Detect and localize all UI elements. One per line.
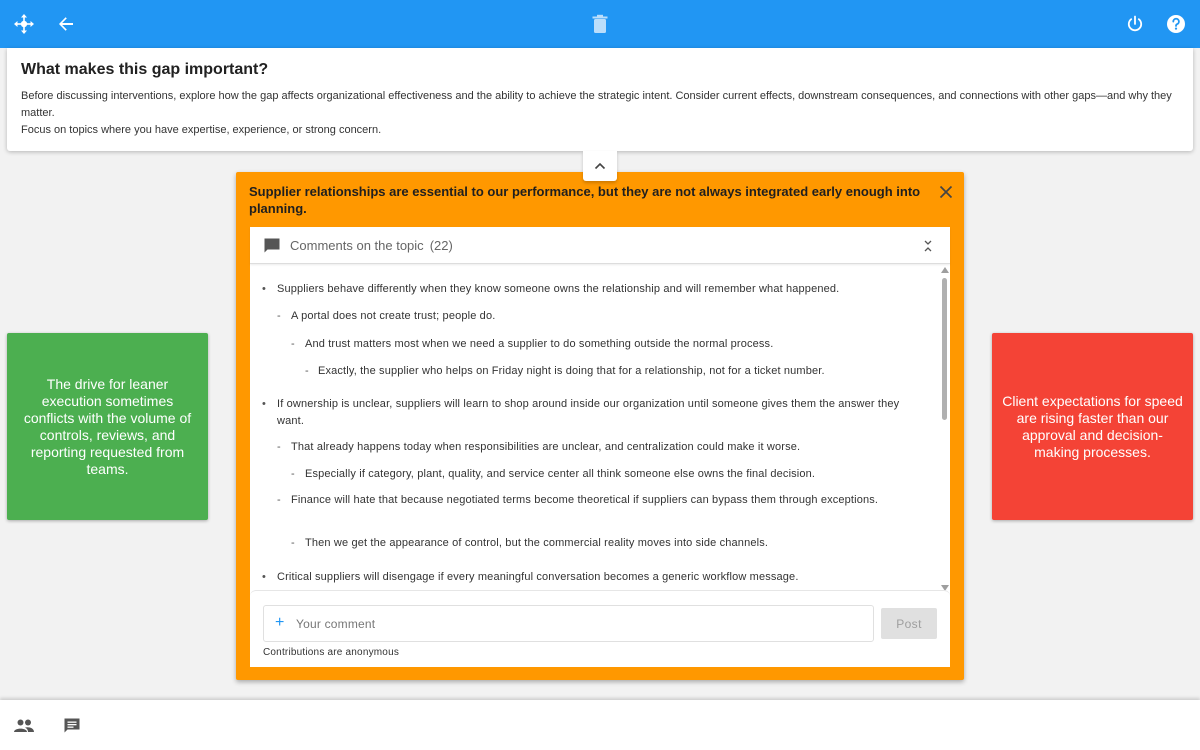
topic-card-left[interactable]	[7, 333, 208, 520]
bullet-icon: •	[262, 571, 267, 583]
top-app-bar	[0, 0, 1200, 48]
post-button[interactable]: Post	[881, 608, 937, 639]
comment-input-box[interactable]	[263, 605, 874, 642]
bullet-icon: •	[262, 283, 267, 295]
reply-dash-icon: -	[291, 468, 295, 480]
prompt-card	[7, 48, 1193, 151]
comment-input[interactable]	[296, 615, 856, 633]
comment-composer	[250, 590, 950, 667]
comments-count: (22)	[429, 238, 453, 253]
comments-header-label: Comments on the topic	[290, 238, 424, 253]
anonymous-note: Contributions are anonymous	[263, 647, 400, 658]
comment-text: That already happens today when responsibilities are unclear, and centralization could make it worse.	[291, 441, 801, 453]
reply-dash-icon: -	[277, 310, 281, 322]
reply-dash-icon: -	[291, 537, 295, 549]
prompt-focus-note: Focus on topics where you have expertise, experience, or strong concern.	[21, 124, 382, 136]
close-topic-button[interactable]	[936, 182, 956, 202]
reply-dash-icon: -	[291, 338, 295, 350]
scrollbar-thumb[interactable]	[942, 278, 947, 420]
comment-text: Finance will hate that because negotiated terms become theoretical if suppliers can bypass them through exceptions.	[291, 494, 879, 506]
comment-list	[250, 265, 938, 590]
active-topic-card	[236, 172, 964, 680]
expand-collapse-icon[interactable]	[920, 238, 936, 254]
comment-text: Critical suppliers will disengage if every meaningful conversation becomes a generic workflow message.	[277, 571, 799, 583]
topic-card-right[interactable]	[992, 333, 1193, 520]
comment-text: Especially if category, plant, quality, and service center all think someone else owns the final decision.	[305, 468, 816, 480]
plus-icon: +	[275, 614, 285, 631]
comment-text: Exactly, the supplier who helps on Friday night is doing that for a relationship, not for a ticket number.	[318, 365, 825, 377]
prompt-title: What makes this gap important?	[21, 61, 269, 78]
comment-text: Suppliers behave differently when they know someone owns the relationship and will remember what happened.	[277, 283, 840, 295]
reply-dash-icon: -	[305, 365, 309, 377]
chevron-up-icon	[594, 162, 606, 170]
prompt-description: Before discussing interventions, explore how the gap affects organizational effectiveness and the ability to achieve the strategic intent. Consider current effects, downstream consequences, and connections with other gaps—and why they matter.	[21, 90, 1172, 119]
bullet-icon: •	[262, 398, 267, 410]
collapse-prompt-button[interactable]	[583, 151, 617, 181]
trash-icon[interactable]	[588, 12, 612, 36]
bottom-bar	[0, 700, 1200, 750]
topic-title: Supplier relationships are essential to our performance, but they are not always integrated early enough into planning.	[249, 184, 921, 216]
comment-text: A portal does not create trust; people do.	[291, 310, 496, 322]
comments-panel	[250, 227, 950, 667]
comment-text: If ownership is unclear, suppliers will learn to shop around inside our organization until someone gives them the answer they want.	[277, 398, 900, 427]
help-icon[interactable]	[1164, 12, 1188, 36]
move-arrows-icon[interactable]	[12, 12, 36, 36]
comments-header	[250, 227, 950, 264]
comments-scrollbar[interactable]	[939, 267, 950, 590]
reply-dash-icon: -	[277, 494, 281, 506]
back-arrow-icon[interactable]	[54, 12, 78, 36]
reply-dash-icon: -	[277, 441, 281, 453]
comment-text: And trust matters most when we need a supplier to do something outside the normal process.	[305, 338, 774, 350]
comment-text: Then we get the appearance of control, but the commercial reality moves into side channels.	[305, 537, 769, 549]
close-icon	[939, 185, 953, 199]
power-icon[interactable]	[1123, 12, 1147, 36]
scroll-up-arrow-icon[interactable]	[941, 267, 949, 273]
topic-card-right-text: Client expectations for speed are rising faster than our approval and decision-making processes.	[1002, 392, 1183, 460]
comment-icon	[263, 237, 281, 255]
comment-icon[interactable]	[61, 716, 83, 736]
people-icon[interactable]	[13, 716, 35, 736]
topic-card-left-text: The drive for leaner execution sometimes conflicts with the volume of controls, reviews, and reporting requested from teams.	[23, 375, 192, 477]
